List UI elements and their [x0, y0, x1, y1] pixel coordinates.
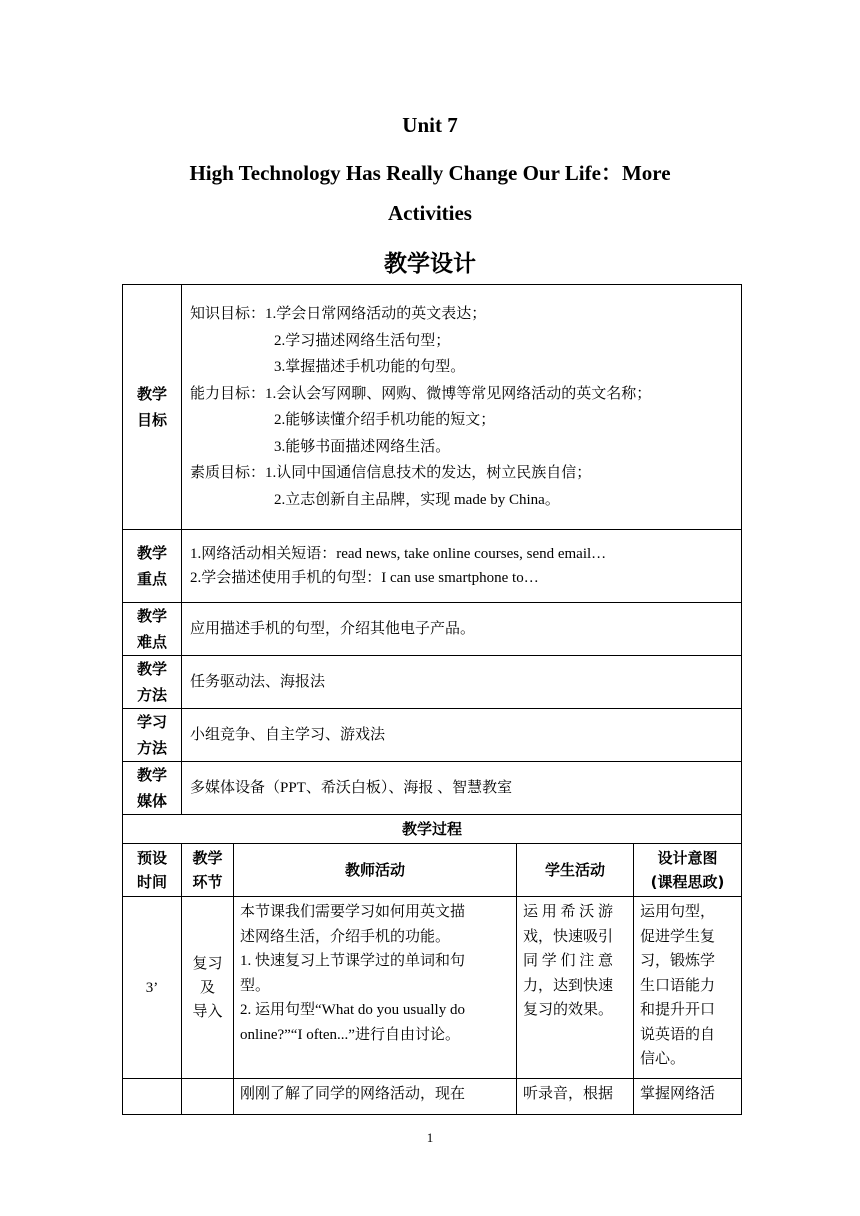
difficulties-label: 教学 难点	[123, 603, 182, 656]
key-point-line: 1.网络活动相关短语：read news, take online courses, send email…	[190, 546, 607, 562]
objectives-content	[182, 285, 742, 530]
row-teacher-activity: 刚刚了解了同学的网络活动，现在	[234, 1079, 517, 1115]
row-stage: 复习 及 导入	[182, 897, 234, 1079]
objective-line: 知识目标：1.学会日常网络活动的英文表达；	[190, 306, 487, 322]
document-subtitle: 教学设计	[384, 251, 476, 277]
unit-title: Unit 7	[402, 113, 458, 137]
lesson-plan-table	[122, 284, 742, 1115]
table-row	[123, 1079, 742, 1115]
media-content: 多媒体设备（PPT、希沃白板）、海报 、智慧教室	[182, 762, 742, 815]
learning-methods-row	[123, 709, 742, 762]
process-header-row	[123, 844, 742, 897]
objective-line: 3.掌握描述手机功能的句型。	[274, 359, 466, 375]
row-time	[123, 1079, 182, 1115]
key-point-line: 2.学会描述使用手机的句型：I can use smartphone to…	[190, 570, 539, 586]
media-row	[123, 762, 742, 815]
media-label: 教学 媒体	[123, 762, 182, 815]
row-design-intent: 运用句型， 促进学生复 习，锻炼学 生口语能力 和提升开口 说英语的自 信心。	[634, 897, 742, 1079]
row-student-activity: 听录音，根据	[517, 1079, 634, 1115]
learning-methods-label: 学习 方法	[123, 709, 182, 762]
column-header-student: 学生活动	[517, 844, 634, 897]
difficulties-row	[123, 603, 742, 656]
teaching-methods-row	[123, 656, 742, 709]
row-teacher-activity: 本节课我们需要学习如何用英文描 述网络生活，介绍手机的功能。 1. 快速复习上节课学过的单词和句 型。 2. 运用句型“What do you usually do online?”“I often...”进行自由讨论。	[234, 897, 517, 1079]
process-section-row	[123, 815, 742, 844]
key-points-content	[182, 530, 742, 603]
objective-line: 2.学习描述网络生活句型；	[274, 332, 451, 349]
objective-line: 素质目标：1.认同中国通信信息技术的发达，树立民族自信；	[190, 465, 592, 481]
key-points-label: 教学 重点	[123, 530, 182, 603]
table-row	[123, 897, 742, 1079]
objective-line: 2.立志创新自主品牌，实现 made by China。	[274, 491, 560, 508]
objective-line: 能力目标：1.会认会写网聊、网购、微博等常见网络活动的英文名称；	[190, 385, 652, 402]
column-header-design: 设计意图 (课程思政)	[634, 844, 742, 897]
page-number: 1	[426, 1130, 434, 1145]
column-header-time: 预设 时间	[123, 844, 182, 897]
teaching-methods-label: 教学 方法	[123, 656, 182, 709]
row-stage	[182, 1079, 234, 1115]
teaching-methods-content: 任务驱动法、海报法	[182, 656, 742, 709]
objective-line: 3.能够书面描述网络生活。	[274, 438, 451, 455]
lesson-title-line-1: High Technology Has Really Change Our Life：More	[189, 161, 671, 185]
learning-methods-content: 小组竞争、自主学习、游戏法	[182, 709, 742, 762]
row-student-activity: 运 用 希 沃 游 戏，快速吸引 同 学 们 注 意 力，达到快速 复习的效果。	[517, 897, 634, 1079]
row-time: 3’	[123, 897, 182, 1079]
process-section-title: 教学过程	[123, 815, 742, 844]
row-design-intent: 掌握网络活	[634, 1079, 742, 1115]
column-header-teacher: 教师活动	[234, 844, 517, 897]
column-header-stage: 教学 环节	[182, 844, 234, 897]
lesson-title-line-2: Activities	[388, 201, 472, 225]
objective-line: 2.能够读懂介绍手机功能的短文；	[274, 412, 496, 428]
objectives-row	[123, 285, 742, 530]
objectives-label: 教学 目标	[123, 285, 182, 530]
difficulties-content: 应用描述手机的句型，介绍其他电子产品。	[182, 603, 742, 656]
key-points-row	[123, 530, 742, 603]
